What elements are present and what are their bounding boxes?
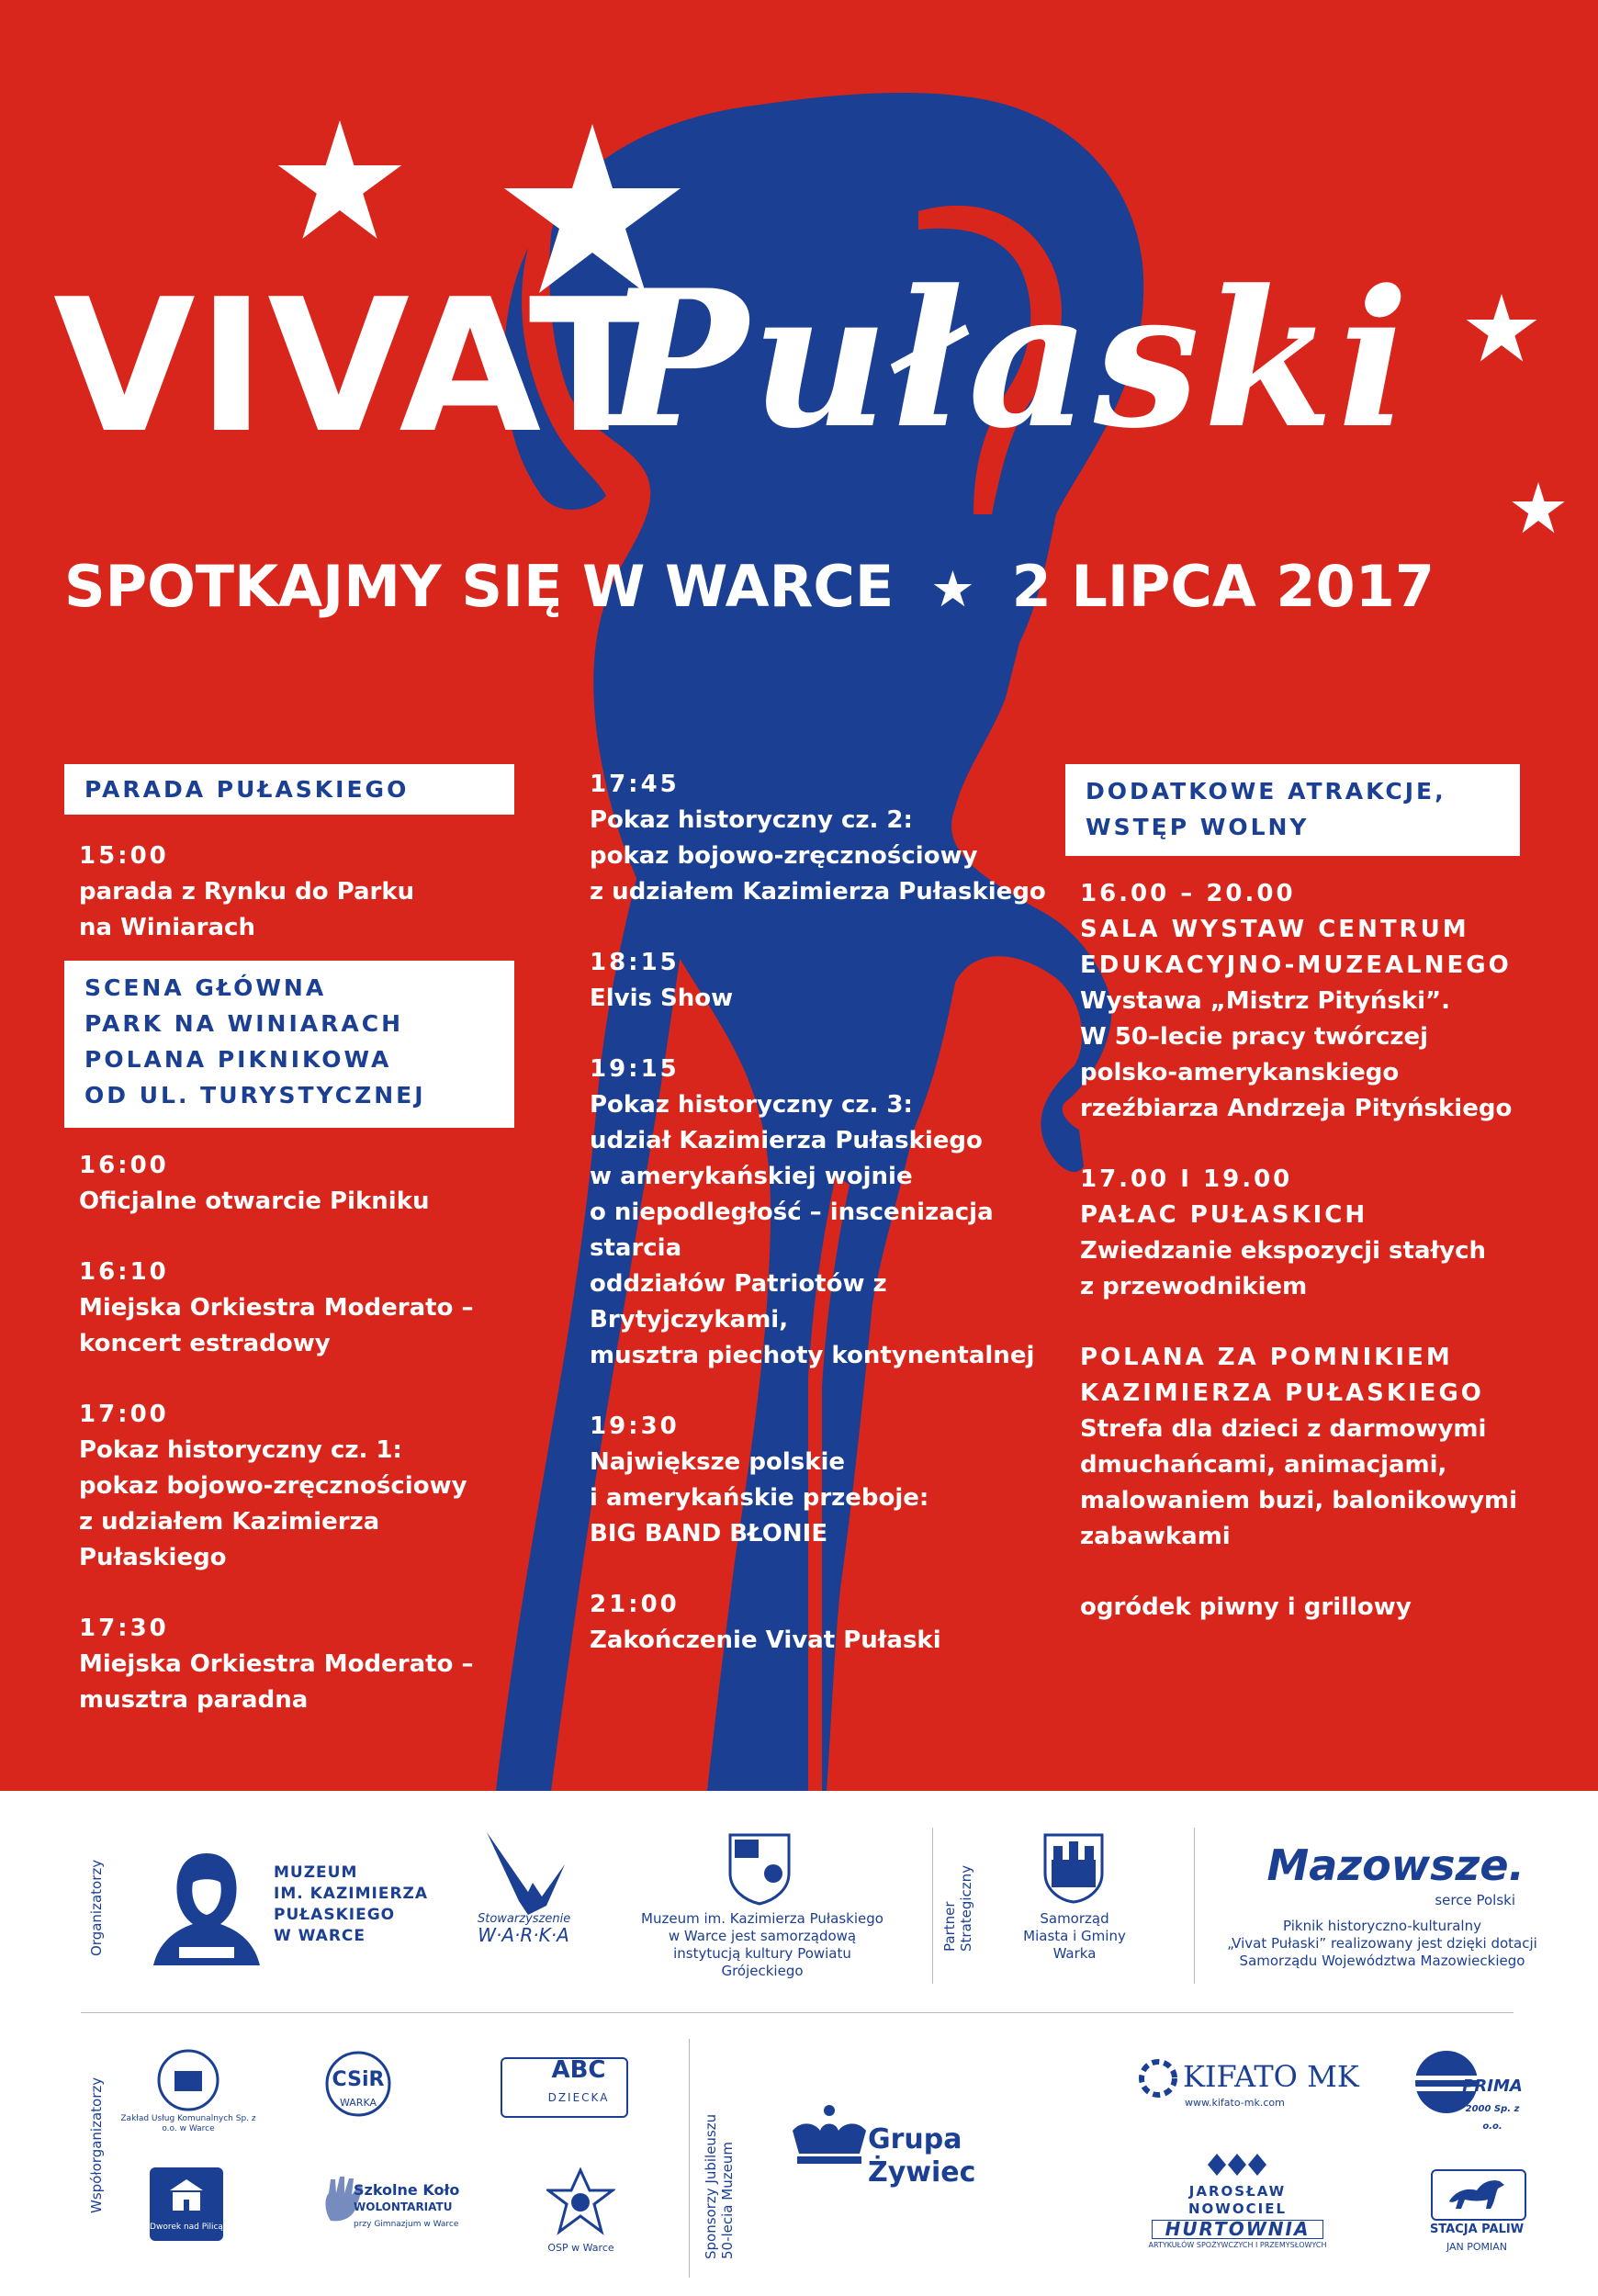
event-text: Pokaz historyczny cz. 1: xyxy=(79,1436,402,1464)
event-text: i amerykańskie przeboje: xyxy=(590,1484,929,1512)
horse-icon xyxy=(1445,2174,1509,2212)
event-text: W 50–lecie pracy twórczej xyxy=(1080,1023,1429,1051)
partner-label xyxy=(941,1865,974,1952)
star-icon xyxy=(1511,482,1566,535)
event-text: parada z Rynku do Parku xyxy=(79,878,415,906)
kifato-url: www.kifato-mk.com xyxy=(1185,2097,1285,2109)
partner-label-line: Strategiczny xyxy=(958,1864,974,1952)
schedule-column-2 xyxy=(590,767,1086,1659)
prima-logo: PRIMA xyxy=(1462,2077,1523,2096)
event-text: z udziałem Kazimierza Pułaskiego xyxy=(590,878,1046,906)
event-time: 17:45 xyxy=(590,771,680,798)
mazowsze-text-line: Samorządu Województwa Mazowieckiego xyxy=(1239,1953,1525,1969)
kifato-logo: KIFATO MK xyxy=(1183,2059,1359,2094)
crown-icon xyxy=(788,2103,871,2167)
event-text: polsko-amerykanskiego xyxy=(1080,1059,1400,1086)
nowociel-line: ARTYKUŁÓW SPOŻYWCZYCH I PRZEMYSŁOWYCH xyxy=(1148,2241,1327,2249)
event-text: musztra piechoty kontynentalnej xyxy=(590,1342,1035,1369)
event-text: Zwiedzanie ekspozycji stałych xyxy=(1080,1237,1487,1265)
kifato-icon xyxy=(1139,2059,1177,2098)
wolontariat-text xyxy=(354,2181,482,2234)
event-text: w amerykańskiej wojnie xyxy=(590,1163,913,1190)
museum-name-line: IM. KAZIMIERZA xyxy=(274,1885,429,1903)
schedule-column-3 xyxy=(1065,764,1520,1626)
warka-association-word: W·A·R·K·A xyxy=(478,1924,569,1946)
powiat-text-line: Muzeum im. Kazimierza Pułaskiego xyxy=(641,1910,883,1927)
event-text: musztra paradna xyxy=(79,1686,309,1714)
event-time: 16:10 xyxy=(79,1258,169,1286)
event-text: pokaz bojowo-zręcznościowy xyxy=(79,1472,467,1500)
samorzad-text-line: Samorząd xyxy=(1040,1910,1109,1927)
divider xyxy=(689,2039,690,2278)
manor-icon xyxy=(168,2177,205,2213)
box-line: PARK NA WINIARACH xyxy=(84,1010,403,1037)
divider xyxy=(81,2012,1514,2013)
stacja-text xyxy=(1419,2221,1535,2256)
event-text: Największe polskie xyxy=(590,1448,846,1476)
sponsors-label xyxy=(703,2114,736,2259)
event-time: 19:15 xyxy=(590,1055,680,1083)
subtitle-date: 2 LIPCA 2017 xyxy=(1011,553,1435,620)
samorzad-text-line: Warka xyxy=(1052,1945,1097,1962)
event-text: malowaniem buzi, balonikowymi xyxy=(1080,1487,1518,1514)
powiat-text-line: w Warce jest samorządową xyxy=(668,1928,857,1944)
event-text: Wystawa „Mistrz Pityński”. xyxy=(1080,987,1450,1015)
csir-text: CSiR xyxy=(332,2068,385,2091)
warka-association-label: Stowarzyszenie xyxy=(478,1912,571,1926)
event-time: 17:30 xyxy=(79,1615,169,1642)
mazowsze-text-line: „Vivat Pułaski” realizowany jest dzięki dotacji xyxy=(1227,1935,1537,1952)
event-time: 19:30 xyxy=(590,1412,680,1440)
event-text: zabawkami xyxy=(1080,1523,1231,1550)
samorzad-text-line: Miasta i Gminy xyxy=(1023,1928,1126,1944)
partner-label-line: Partner xyxy=(941,1901,958,1952)
dworek-text: Dworek nad Pilicą xyxy=(150,2223,223,2232)
event-text: koncert estradowy xyxy=(79,1330,331,1357)
event-text: udział Kazimierza Pułaskiego xyxy=(590,1127,983,1154)
event-time: 21:00 xyxy=(590,1591,680,1618)
event-text: na Winiarach xyxy=(79,914,255,941)
powiat-crest-logo xyxy=(727,1832,792,1906)
event-text: BIG BAND BŁONIE xyxy=(590,1520,828,1548)
stacja-line: JAN POMIAN xyxy=(1446,2241,1508,2253)
event-text: Pokaz historyczny cz. 2: xyxy=(590,806,913,834)
title-pulaski: Pułaski xyxy=(606,250,1413,470)
star-icon xyxy=(1465,294,1538,364)
mazowsze-logo: Mazowsze. xyxy=(1266,1840,1525,1890)
event-heading: EDUKACYJNO-MUZEALNEGO xyxy=(1080,951,1512,979)
title-vivat: VIVAT xyxy=(53,260,657,474)
event-text: Pokaz historyczny cz. 3: xyxy=(590,1091,913,1119)
event-text: ogródek piwny i grillowy xyxy=(1080,1593,1412,1621)
osp-badge-icon xyxy=(546,2167,615,2236)
box-line: DODATKOWE ATRAKCJE, xyxy=(1086,778,1446,805)
box-line: OD UL. TURYSTYCZNEJ xyxy=(84,1082,426,1109)
coorganizers-label: Współorganizatorzy xyxy=(88,2077,105,2213)
event-text: Elvis Show xyxy=(590,985,734,1012)
divider xyxy=(932,1828,933,1984)
sponsors-label-line: Sponsorzy Jubileuszu xyxy=(703,2113,719,2259)
event-text: o niepodległość – inscenizacja starcia xyxy=(590,1199,994,1262)
museum-name-line: MUZEUM xyxy=(274,1863,358,1882)
nowociel-line: HURTOWNIA xyxy=(1152,2220,1323,2239)
sponsors-footer xyxy=(0,1791,1598,2296)
abc-sub: DZIECKA xyxy=(547,2091,610,2104)
samorzad-text xyxy=(1010,1910,1139,1963)
zuk-round-logo xyxy=(156,2048,220,2112)
mazowsze-text xyxy=(1226,1918,1538,1970)
box-line: POLANA PIKNIKOWA xyxy=(84,1046,392,1073)
event-text: z przewodnikiem xyxy=(1080,1273,1308,1300)
event-time: 17.00 I 19.00 xyxy=(1080,1165,1293,1193)
stacja-line: STACJA PALIW xyxy=(1429,2223,1525,2236)
prima-sub: 2000 Sp. z o.o. xyxy=(1465,2104,1520,2132)
powiat-text xyxy=(638,1910,886,1980)
event-text: Oficjalne otwarcie Pikniku xyxy=(79,1187,430,1215)
event-time: 16.00 – 20.00 xyxy=(1080,880,1296,907)
mazowsze-tagline: serce Polski xyxy=(1435,1892,1515,1908)
museum-name-line: PUŁASKIEGO xyxy=(274,1906,396,1924)
event-heading: POLANA ZA POMNIKIEM xyxy=(1080,1344,1453,1371)
museum-name xyxy=(274,1863,428,1947)
museum-name-line: W WARCE xyxy=(274,1927,366,1945)
mazowsze-text-line: Piknik historyczno-kulturalny xyxy=(1283,1918,1481,1934)
box-line: WSTĘP WOLNY xyxy=(1086,814,1310,840)
box-line: SCENA GŁÓWNA xyxy=(84,974,327,1001)
hurtownia-icon xyxy=(1203,2151,1272,2178)
event-text: rzeźbiarza Andrzeja Pityńskiego xyxy=(1080,1095,1513,1122)
schedule-column-1 xyxy=(64,764,514,1718)
event-text: dmuchańcami, animacjami, xyxy=(1080,1451,1447,1479)
event-heading: SALA WYSTAW CENTRUM xyxy=(1080,916,1469,943)
grupa-zywiec-logo: Grupa Żywiec xyxy=(868,2123,976,2189)
event-heading: KAZIMIERZA PUŁASKIEGO xyxy=(1080,1379,1484,1407)
divider xyxy=(1194,1828,1195,1984)
star-icon: ★ xyxy=(930,560,975,618)
section-box-parade: PARADA PUŁASKIEGO xyxy=(64,764,514,815)
event-text: pokaz bojowo-zręcznościowy xyxy=(590,842,978,870)
sponsors-label-line: 50-lecia Muzeum xyxy=(719,2142,736,2259)
osp-text: OSP w Warce xyxy=(547,2242,614,2254)
event-text: Miejska Orkiestra Moderato – xyxy=(79,1294,474,1322)
event-text: z udziałem Kazimierza Pułaskiego xyxy=(79,1508,380,1571)
museum-portrait-logo xyxy=(152,1846,262,1965)
warka-crest-logo xyxy=(1042,1832,1105,1904)
wolontariat-line: przy Gimnazjum w Warce xyxy=(354,2220,459,2229)
event-time: 15:00 xyxy=(79,842,169,870)
star-icon xyxy=(276,119,404,243)
abc-logo: ABC xyxy=(551,2056,606,2084)
event-text: Strefa dla dzieci z darmowymi xyxy=(1080,1415,1487,1443)
event-heading: PAŁAC PUŁASKICH xyxy=(1080,1201,1368,1229)
bird-logo xyxy=(478,1828,569,1919)
event-text: oddziałów Patriotów z Brytyjczykami, xyxy=(590,1270,887,1334)
wolontariat-line: WOLONTARIATU xyxy=(354,2200,453,2213)
event-time: 18:15 xyxy=(590,949,680,976)
organizers-label: Organizatorzy xyxy=(88,1859,105,1956)
wolontariat-line: Szkolne Koło xyxy=(354,2181,460,2199)
event-time: 16:00 xyxy=(79,1152,169,1179)
event-text: Miejska Orkiestra Moderato – xyxy=(79,1650,474,1678)
subtitle xyxy=(64,553,1435,620)
subtitle-slogan: SPOTKAJMY SIĘ W WARCE xyxy=(64,553,895,620)
zuk-text: Zakład Usług Komunalnych Sp. z o.o. w Warce xyxy=(120,2114,256,2133)
event-time: 17:00 xyxy=(79,1401,169,1428)
csir-sub: WARKA xyxy=(340,2097,377,2109)
nowociel-line: JAROSŁAW NOWOCIEL xyxy=(1188,2183,1287,2217)
section-box-extra-attractions xyxy=(1065,764,1520,856)
nowociel-text xyxy=(1139,2183,1336,2250)
section-box-main-stage xyxy=(64,961,514,1128)
event-text: Zakończenie Vivat Pułaski xyxy=(590,1626,941,1654)
powiat-text-line: instytucją kultury Powiatu Grójeckiego xyxy=(673,1945,851,1979)
